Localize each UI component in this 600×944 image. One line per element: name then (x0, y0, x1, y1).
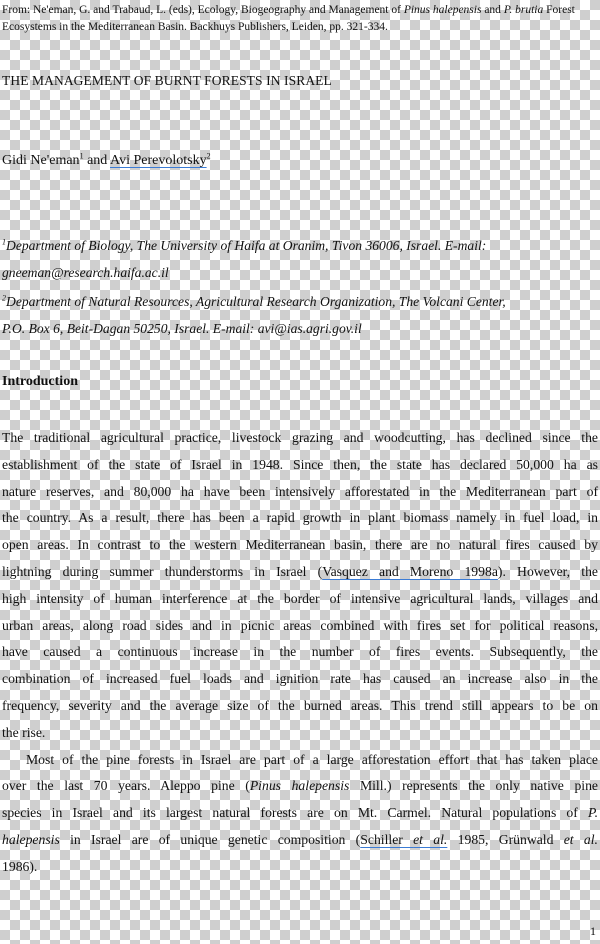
p1-line-11: frequency, severity and the average size of the burned areas. This trend still appears to be on (2, 697, 598, 713)
p2-line-4-end: 1985, Grünwald (447, 831, 564, 847)
p1-line-6 (2, 559, 598, 586)
affiliation-2-line-1: Department of Natural Resources, Agricultural Research Organization, The Volcani Center, (6, 294, 506, 309)
p1-line-6-end: ). However, the (497, 563, 598, 579)
p2-species-p: P. (587, 805, 598, 821)
affiliation-2-line-2: P.O. Box 6, Beit-Dagan 50250, Israel. E-mail: avi@ias.agri.gov.il (2, 320, 362, 336)
p2-line-1: Most of the pine forests in Israel are part of a large afforestation effort that has taken place (26, 751, 598, 767)
p2-species-pinus: Pinus halepensis (249, 778, 350, 794)
p1-line-4: the country. As a result, there has been a rapid growth in plant biomass namely in fuel load, in (2, 510, 598, 526)
paper-title: THE MANAGEMENT OF BURNT FORESTS IN ISRAEL (2, 73, 332, 88)
paragraph-2 (2, 747, 598, 881)
p2-etal: et al. (563, 831, 598, 847)
p2-line-3-start: species in Israel and its largest natural forests are on Mt. Carmel. Natural populations of (2, 805, 588, 821)
citation-suffix: Forest Ecosystems in the Mediterranean Basin. Backhuys Publishers, Leiden, pp. 321-334. (2, 4, 575, 33)
reference-link-vasquez[interactable]: Vasquez and Moreno 1998a (322, 563, 498, 579)
p1-line-1: The traditional agricultural practice, livestock grazing and woodcutting, has declined since the (2, 430, 598, 445)
paragraph-1 (2, 425, 598, 747)
p2-line-2-start: over the last 70 years. Aleppo pine ( (2, 778, 250, 794)
p1-line-6-start: lightning during summer thunderstorms in Israel ( (2, 563, 323, 579)
citation-header (2, 2, 598, 36)
p1-line-9: have caused a continuous increase in the number of fires events. Subsequently, the (2, 644, 598, 660)
p1-line-5: open areas. In contrast to the western Mediterranean basin, there are no natural fires caused by (2, 537, 598, 553)
affiliation-1-line-1: Department of Biology, The University of Haifa at Oranim, Tivon 36006, Israel. E-mail: (6, 238, 487, 253)
citation-and: and (481, 4, 504, 16)
affiliation-1-mark: 1 (2, 237, 6, 247)
p1-line-12: the rise. (2, 724, 46, 740)
p1-line-7: high intensity of human interference at the border of intensive agricultural lands, villages and (2, 590, 598, 606)
p2-line-5: 1986). (2, 858, 38, 874)
reference-link-schiller-name: Schiller (360, 831, 414, 847)
author-and: and (83, 153, 111, 168)
citation-prefix: From: Ne'eman, G. and Trabaud, L. (eds), Ecology, Biogeography and Management of (2, 4, 404, 16)
affiliation-1-line-2: gneeman@research.haifa.ac.il (2, 264, 169, 280)
affiliation-1 (2, 232, 598, 286)
p1-line-3: nature reserves, and 80,000 ha have been intensively afforestated in the Mediterranean part of (2, 483, 598, 499)
p2-line-2 (2, 773, 598, 800)
p1-line-2: establishment of the state of Israel in 1948. Since then, the state has declared 50,000 ha as (2, 456, 598, 472)
p1-line-8: urban areas, along road sides and in picnic areas combined with fires set for political reasons, (2, 617, 598, 633)
page-number: 1 (590, 924, 596, 938)
author-1-affiliation-mark: 1 (79, 151, 84, 161)
body-text (2, 425, 598, 881)
p1-line-10: combination of increased fuel loads and ignition rate has caused an increase also in the (2, 671, 598, 687)
author-list (2, 153, 211, 169)
affiliation-2-mark: 2 (2, 293, 6, 303)
p2-line-3 (2, 800, 598, 827)
citation-species-2: P. brutia (503, 4, 544, 16)
reference-link-schiller-etal: et al. (413, 831, 448, 847)
p2-line-4 (2, 827, 598, 854)
p2-line-4-mid: in Israel are of unique genetic composition ( (59, 831, 361, 847)
reference-link-schiller[interactable] (360, 832, 447, 847)
section-heading: Introduction (2, 374, 78, 389)
author-1: Gidi Ne'eman (2, 153, 80, 168)
affiliation-2 (2, 288, 598, 342)
p2-species-halepensis: halepensis (2, 831, 60, 847)
author-2-affiliation-mark: 2 (206, 151, 211, 161)
citation-species-1: Pinus halepensis (403, 4, 482, 16)
p2-line-2-end: Mill.) represents the only native pine (349, 778, 599, 794)
author-2-link[interactable]: Avi Perevolotsky (110, 153, 207, 168)
